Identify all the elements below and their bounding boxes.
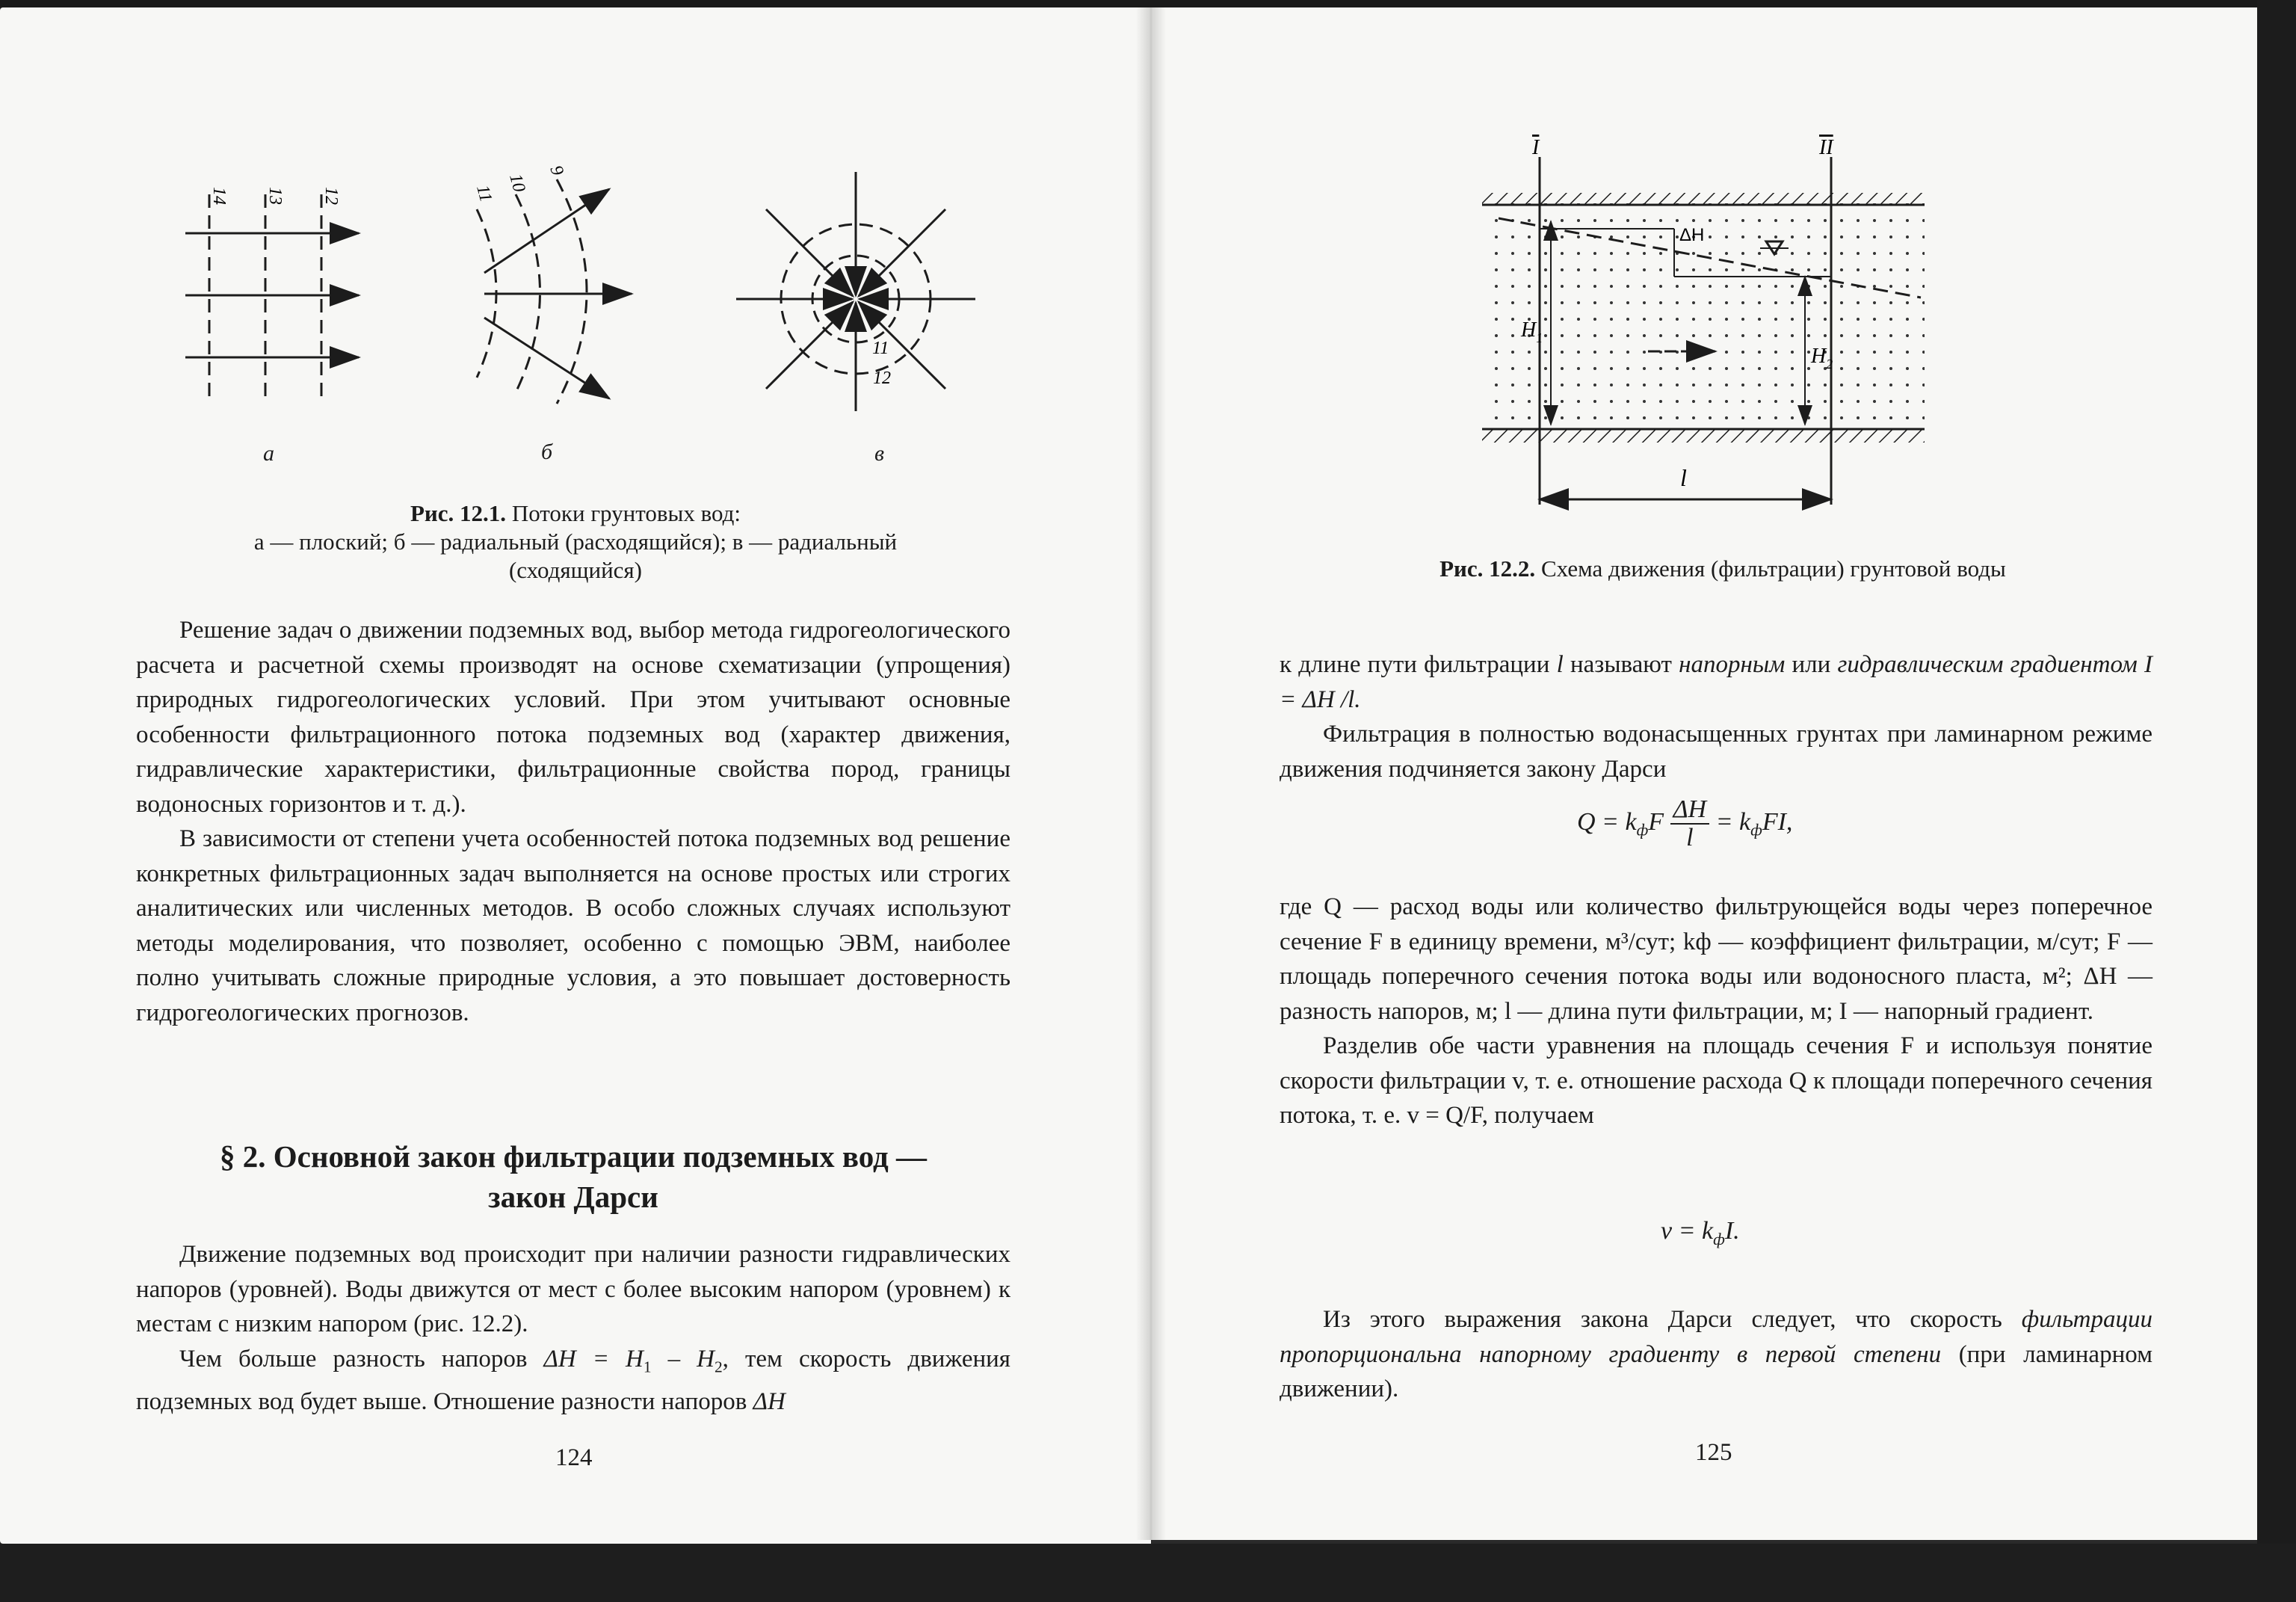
caption-line-2: а — плоский; б — радиальный (расходящийся); в — радиальный [253,529,898,555]
heading-line-2: закон Дарси [488,1180,658,1214]
paragraph: к длине пути фильтрации l называют напорным или гидравлическим градиентом I = ΔH /l. [1280,651,2153,713]
caption-title: Потоки грунтовых вод: [511,500,741,526]
fig-b-label-10: 10 [505,171,529,194]
fig-b-label-9: 9 [546,163,567,179]
paragraph: В зависимости от степени учета особенностей потока подземных вод решение конкретных фильтрационных задач выполняется на основе простых или строгих аналитических или численных методов. В особо сложных случаях используют методы моделирования, что позволяет, особенно с помощью ЭВМ, наиболее полно учитывать сложные природные условия, а это повышает достоверность гидрогеологических прогнозов. [136,825,1010,1026]
darcy-formula: $Q = k_фF$ $\frac{\Delta H}{l}$ = $k_фFI$, [1577,795,1793,851]
fig-sub-letter-c: в [874,441,885,466]
delta-h-label: ΔH [1679,225,1705,245]
h1-label: $H_1$ [1521,318,1543,345]
h2-label: $H_2$ [1811,345,1833,372]
fig-a-label-13: 13 [265,187,285,205]
heading-line-1: § 2. Основной закон фильтрации подземных вод — [219,1139,928,1174]
l-label: l [1680,464,1687,491]
page-number-right: 125 [1695,1439,1732,1466]
paragraph: Разделив обе части уравнения на площадь сечения F и используя понятие скорости фильтрации v, т. е. отношение расхода Q к площади поперечного сечения потока, т. е. v = Q/F, получаем [1280,1032,2152,1129]
velocity-formula: $v = k_фI$. [1661,1217,1740,1248]
fig-a-label-14: 14 [209,187,229,205]
fraction: $\frac{\Delta H}{l}$ [1670,796,1710,851]
book-gutter [1136,7,1166,1540]
caption-label: Рис. 12.1. [410,500,507,526]
paragraph: Фильтрация в полностью водонасыщенных грунтах при ламинарном режиме движения подчиняется закону Дарси [1280,721,2152,783]
fig-sub-letter-a: а [263,441,274,466]
paragraph: Решение задач о движении подземных вод, выбор метода гидрогеологического расчета и расчетной схемы производят на основе схематизации (упрощения) природных гидрогеологических условий. При этом учитывают основные особенности фильтрационного потока подземных вод (характер движения, гидравлические характеристики, фильтрационные свойства пород, границы водоносных горизонтов и т. д.). [136,617,1010,818]
paragraph: Чем больше разность напоров $\Delta H = H_1 - H_2$, тем скорость движения подземных вод будет выше. Отношение разности напоров ΔH [136,1345,1010,1415]
page-number-left: 124 [555,1444,593,1471]
right-text-block-2 [1280,890,2152,1133]
paragraph: Из этого выражения закона Дарси следует, что скорость фильтрации пропорциональна напорному градиенту в первой степени (при ламинарном движении). [1280,1306,2152,1402]
fig-a-label-12: 12 [321,187,341,205]
fig-c-label-11: 11 [872,339,889,358]
section-I-label: I [1532,136,1540,159]
figure-12-1-caption [172,499,979,585]
section-heading [136,1136,1010,1217]
right-text-block-3 [1280,1302,2152,1407]
fig-c-label-12: 12 [873,369,891,388]
figure-12-1-b [463,161,643,415]
paragraph: Движение подземных вод происходит при наличии разности гидравлических напоров (уровней). Воды движутся от мест с более высоким напором (уровнем) к местам с низким напором (рис. 12.2). [136,1241,1010,1337]
figure-12-2 [1476,135,1954,516]
left-text-block-1 [136,613,1010,1030]
section-II-label: II [1819,136,1833,159]
figure-12-2-caption [1286,555,2160,583]
scan-bottom-edge [0,1544,2296,1602]
right-text-block-1 [1280,647,2152,786]
scan-right-edge [2257,0,2296,1602]
paragraph: где Q — расход воды или количество фильтрующейся воды через поперечное сечение F в единицу времени, м³/сут; kф — коэффициент фильтрации, м/сут; F — площадь поперечного сечения потока воды или водоносного пласта, м²; ΔH — разность напоров, м; l — длина пути фильтрации, м; I — напорный градиент. [1280,893,2152,1025]
fig-b-label-11: 11 [472,182,496,205]
figure-12-1-c [732,168,987,415]
left-text-block-2 [136,1237,1010,1419]
caption-line-3: (сходящийся) [508,557,643,583]
figure-12-1-a [172,164,374,404]
caption-label: Рис. 12.2. [1439,555,1536,582]
caption-title: Схема движения (фильтрации) грунтовой воды [1540,555,2006,582]
fig-sub-letter-b: б [541,440,553,464]
